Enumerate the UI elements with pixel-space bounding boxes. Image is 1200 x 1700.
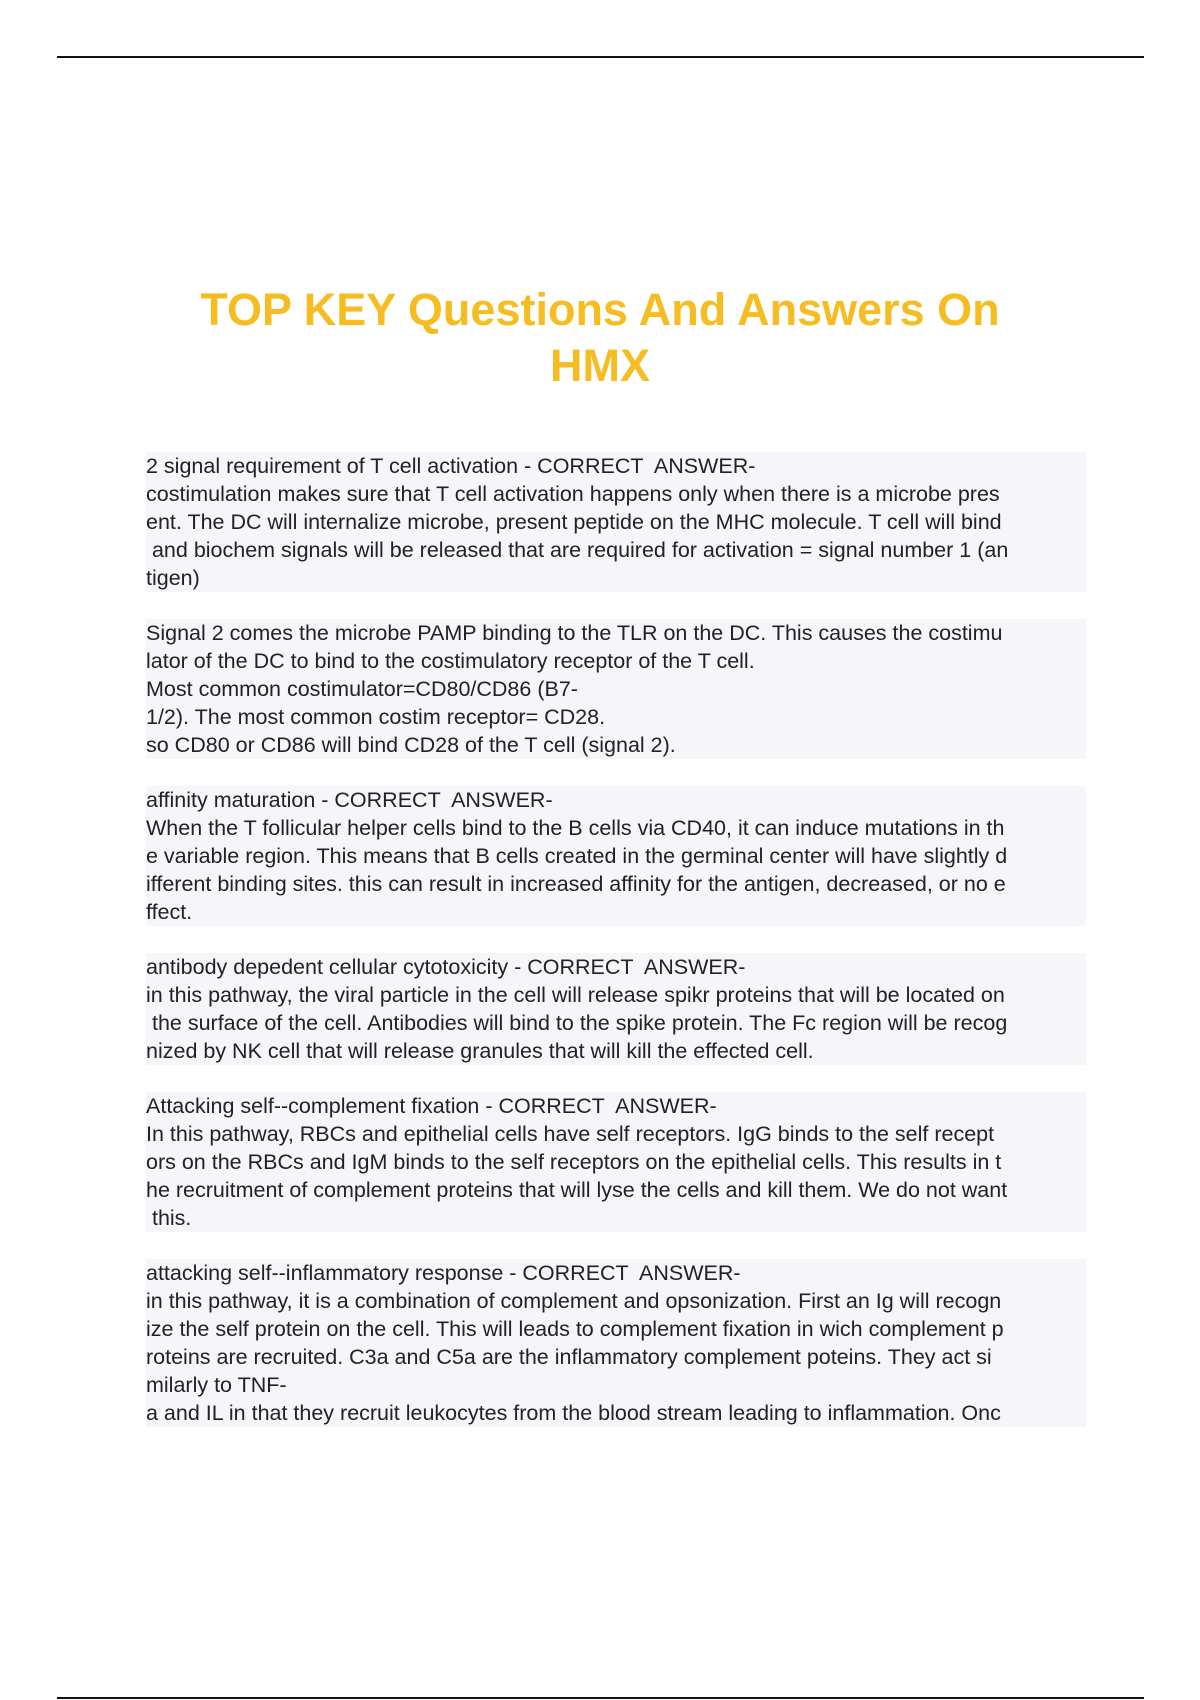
qa-answer-line: ifferent binding sites. this can result in increased affinity for the antigen, decreased, or no e	[146, 870, 1086, 898]
qa-item	[146, 786, 1086, 926]
qa-question: antibody depedent cellular cytotoxicity - CORRECT ANSWER-	[146, 953, 1086, 981]
qa-answer-line: the surface of the cell. Antibodies will bind to the spike protein. The Fc region will be recog	[146, 1009, 1086, 1037]
page-title	[120, 282, 1080, 394]
qa-list	[146, 452, 1086, 1454]
qa-answer-line: this.	[146, 1204, 1086, 1232]
qa-item	[146, 1092, 1086, 1232]
qa-question: Attacking self--complement fixation - CORRECT ANSWER-	[146, 1092, 1086, 1120]
qa-answer-line: ffect.	[146, 898, 1086, 926]
top-rule	[57, 56, 1144, 58]
qa-answer-line: 1/2). The most common costim receptor= CD28.	[146, 703, 1086, 731]
qa-answer-line: ors on the RBCs and IgM binds to the self receptors on the epithelial cells. This results in t	[146, 1148, 1086, 1176]
qa-answer-line: e variable region. This means that B cells created in the germinal center will have slightly d	[146, 842, 1086, 870]
qa-answer-line: he recruitment of complement proteins that will lyse the cells and kill them. We do not want	[146, 1176, 1086, 1204]
qa-answer-line: milarly to TNF-	[146, 1371, 1086, 1399]
qa-answer-line: costimulation makes sure that T cell activation happens only when there is a microbe pres	[146, 480, 1086, 508]
qa-answer-line: in this pathway, it is a combination of complement and opsonization. First an Ig will recogn	[146, 1287, 1086, 1315]
qa-answer-line: Most common costimulator=CD80/CD86 (B7-	[146, 675, 1086, 703]
qa-answer-line: When the T follicular helper cells bind to the B cells via CD40, it can induce mutations in th	[146, 814, 1086, 842]
qa-answer-line: nized by NK cell that will release granules that will kill the effected cell.	[146, 1037, 1086, 1065]
qa-item	[146, 452, 1086, 759]
qa-answer-line: in this pathway, the viral particle in the cell will release spikr proteins that will be located on	[146, 981, 1086, 1009]
qa-item	[146, 1259, 1086, 1427]
title-line-2: HMX	[550, 340, 650, 391]
qa-answer-line: In this pathway, RBCs and epithelial cells have self receptors. IgG binds to the self recept	[146, 1120, 1086, 1148]
qa-answer-line: and biochem signals will be released that are required for activation = signal number 1 (an	[146, 536, 1086, 564]
qa-answer-line: lator of the DC to bind to the costimulatory receptor of the T cell.	[146, 647, 1086, 675]
title-line-1: TOP KEY Questions And Answers On	[200, 284, 1000, 335]
qa-answer-line: roteins are recruited. C3a and C5a are the inflammatory complement poteins. They act si	[146, 1343, 1086, 1371]
qa-answer-line: a and IL in that they recruit leukocytes from the blood stream leading to inflammation. Onc	[146, 1399, 1086, 1427]
qa-answer-line: ize the self protein on the cell. This will leads to complement fixation in wich complement p	[146, 1315, 1086, 1343]
qa-answer-line: so CD80 or CD86 will bind CD28 of the T cell (signal 2).	[146, 731, 1086, 759]
qa-item	[146, 953, 1086, 1065]
qa-answer-line: ent. The DC will internalize microbe, present peptide on the MHC molecule. T cell will bind	[146, 508, 1086, 536]
qa-question: 2 signal requirement of T cell activation - CORRECT ANSWER-	[146, 452, 1086, 480]
qa-answer-line	[146, 592, 1086, 619]
bottom-rule	[57, 1697, 1144, 1699]
qa-answer-line: tigen)	[146, 564, 1086, 592]
qa-answer-line: Signal 2 comes the microbe PAMP binding to the TLR on the DC. This causes the costimu	[146, 619, 1086, 647]
qa-question: affinity maturation - CORRECT ANSWER-	[146, 786, 1086, 814]
qa-question: attacking self--inflammatory response - CORRECT ANSWER-	[146, 1259, 1086, 1287]
